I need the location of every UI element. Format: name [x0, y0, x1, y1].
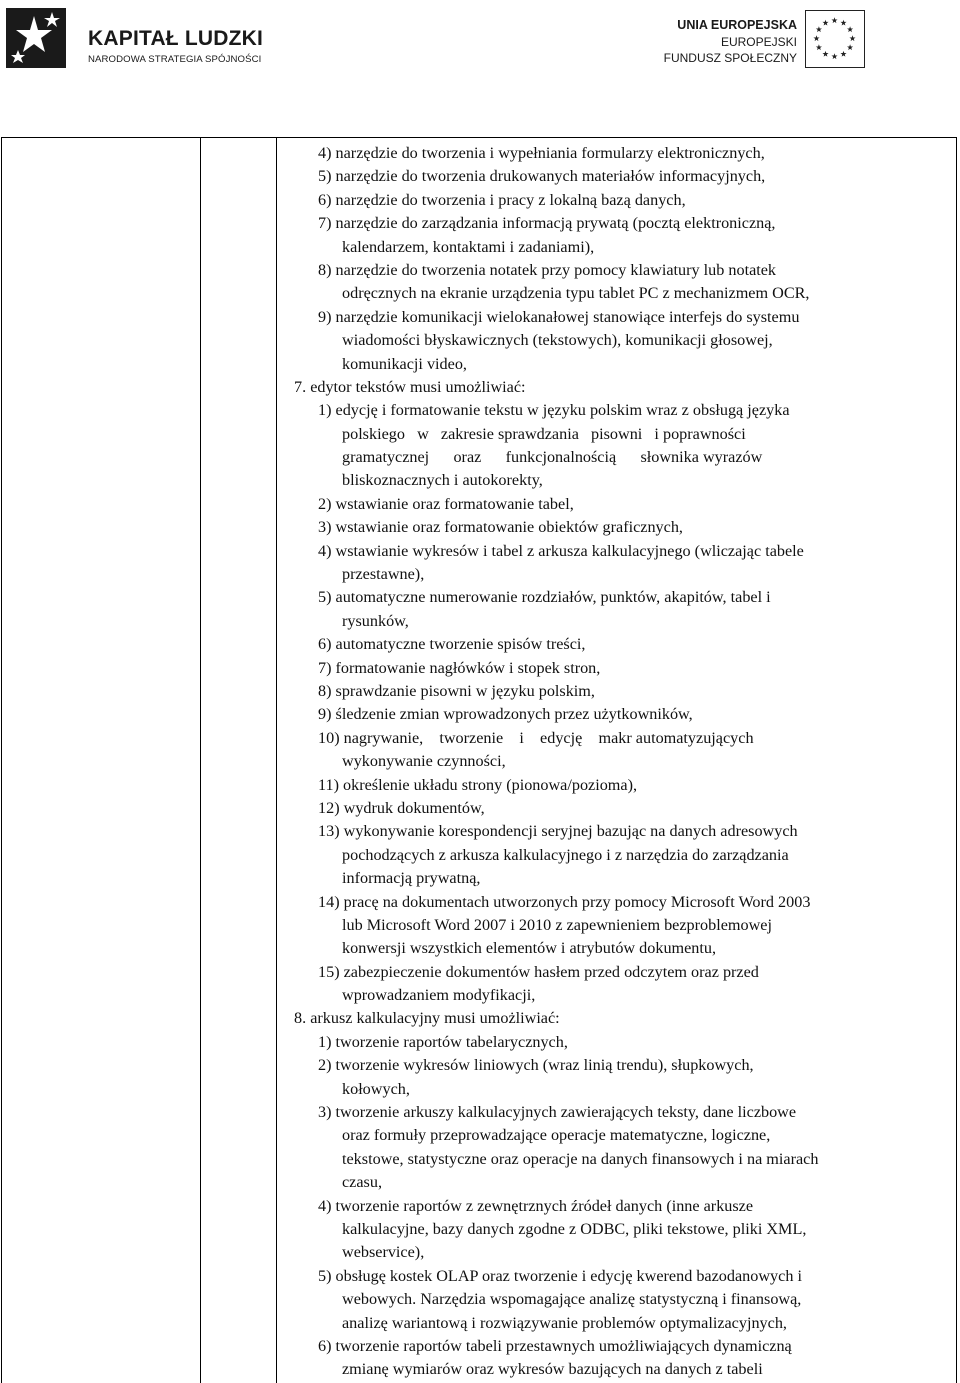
eu-star-icon: [849, 35, 855, 41]
list-item: 13) wykonywanie korespondencji seryjnej bazując na danych adresowych: [318, 822, 798, 841]
list-item-continuation: zmianę wymiarów oraz wykresów bazujących na danych z tabeli: [342, 1360, 763, 1379]
list-item: 7) narzędzie do zarządzania informacją prywatą (pocztą elektroniczną,: [318, 214, 776, 233]
list-item-continuation: wiadomości błyskawicznych (tekstowych), komunikacji głosowej,: [342, 331, 773, 350]
eu-logo-line2: EUROPEJSKI: [720, 35, 797, 49]
list-item: 9) narzędzie komunikacji wielokanałowej stanowiące interfejs do systemu: [318, 307, 800, 326]
list-item-continuation: przestawne),: [342, 565, 425, 584]
list-item: 1) edycję i formatowanie tekstu w języku polskim wraz z obsługą języka: [318, 401, 790, 420]
list-item-continuation: informacją prywatną,: [342, 869, 481, 888]
eu-logo-line3: FUNDUSZ SPOŁECZNY: [663, 51, 797, 65]
eu-stars-icon: [806, 11, 863, 66]
list-item-continuation: lub Microsoft Word 2007 i 2010 z zapewnieniem bezproblemowej: [342, 915, 772, 934]
list-item: 5) narzędzie do tworzenia drukowanych materiałów informacyjnych,: [318, 167, 766, 186]
section-heading: 8. arkusz kalkulacyjny musi umożliwiać:: [294, 1009, 560, 1028]
list-item: 6) automatyczne tworzenie spisów treści,: [318, 635, 586, 654]
list-item: 5) obsługę kostek OLAP oraz tworzenie i edycję kwerend bazodanowych i: [318, 1266, 802, 1285]
list-item: 5) automatyczne numerowanie rozdziałów, punktów, akapitów, tabel i: [318, 588, 771, 607]
list-item: 12) wydruk dokumentów,: [318, 798, 485, 817]
eu-star-icon: [816, 44, 822, 50]
eu-flag-icon: [805, 10, 865, 68]
eu-star-icon: [813, 35, 819, 41]
list-item-continuation: oraz formuły przeprowadzające operacje matematyczne, logiczne,: [342, 1126, 771, 1145]
list-item: 7) formatowanie nagłówków i stopek stron,: [318, 658, 601, 677]
eu-star-icon: [822, 20, 828, 26]
list-item: 10) nagrywanie, tworzenie i edycję makr automatyzujących: [318, 728, 754, 747]
kapital-ludzki-logo: [4, 6, 264, 70]
list-item-continuation: konwersji wszystkich elementów i atrybutów dokumentu,: [342, 939, 717, 958]
list-item: 15) zabezpieczenie dokumentów hasłem przed odczytem oraz przed: [318, 962, 759, 981]
list-item-continuation: odręcznych na ekranie urządzenia typu tablet PC z mechanizmem OCR,: [342, 284, 810, 303]
list-item: 6) narzędzie do tworzenia i pracy z lokalną bazą danych,: [318, 190, 686, 209]
list-item-continuation: webservice),: [342, 1243, 425, 1262]
eu-logo-line1: UNIA EUROPEJSKA: [677, 18, 797, 32]
list-item-continuation: analizę wariantową i rozwiązywanie problemów optymalizacyjnych,: [342, 1313, 787, 1332]
list-item-continuation: rysunków,: [342, 611, 409, 630]
list-item: 4) narzędzie do tworzenia i wypełniania formularzy elektronicznych,: [318, 144, 765, 162]
list-item-continuation: wprowadzaniem modyfikacji,: [342, 986, 536, 1005]
list-item-continuation: kalendarzem, kontaktami i zadaniami),: [342, 237, 595, 256]
list-item: 3) wstawianie oraz formatowanie obiektów graficznych,: [318, 518, 683, 537]
kapital-ludzki-emblem-icon: [4, 6, 84, 70]
list-item: 1) tworzenie raportów tabelarycznych,: [318, 1032, 568, 1051]
page-header: [0, 0, 960, 110]
list-item-continuation: kalkulacyjne, bazy danych zgodne z ODBC, pliki tekstowe, pliki XML,: [342, 1219, 807, 1238]
kapital-ludzki-title: KAPITAŁ LUDZKI: [88, 27, 264, 50]
eu-star-icon: [822, 51, 828, 57]
list-item-continuation: czasu,: [342, 1173, 382, 1192]
list-item-continuation: pochodzących z arkusza kalkulacyjnego i z narzędzia do zarządzania: [342, 845, 789, 864]
list-item: 14) pracę na dokumentach utworzonych przy pomocy Microsoft Word 2003: [318, 892, 811, 911]
eu-star-icon: [847, 26, 853, 32]
section-heading: 7. edytor tekstów musi umożliwiać:: [294, 377, 526, 396]
document-table: [1, 137, 957, 1383]
list-item: 4) tworzenie raportów z zewnętrznych źródeł danych (inne arkusze: [318, 1196, 754, 1215]
list-item: 9) śledzenie zmian wprowadzonych przez użytkowników,: [318, 705, 693, 724]
eu-star-icon: [831, 53, 837, 59]
list-item: 2) wstawianie oraz formatowanie tabel,: [318, 494, 574, 513]
list-item-continuation: bliskoznacznych i autokorekty,: [342, 471, 543, 490]
table-content-cell: [278, 142, 948, 1382]
list-item-continuation: tekstowe, statystyczne oraz operacje na danych finansowych i na miarach: [342, 1149, 819, 1168]
table-column-divider: [200, 138, 201, 1383]
eu-logo: [663, 10, 955, 74]
list-item-continuation: polskiego w zakresie sprawdzania pisowni i poprawności: [342, 424, 746, 443]
list-item: 4) wstawianie wykresów i tabel z arkusza kalkulacyjnego (wliczając tabele: [318, 541, 804, 560]
list-item-continuation: webowych. Narzędzia wspomagające analizę statystyczną i finansową,: [342, 1290, 802, 1309]
list-item: 3) tworzenie arkuszy kalkulacyjnych zawierających teksty, dane liczbowe: [318, 1103, 797, 1122]
list-item-continuation: komunikacji video,: [342, 354, 467, 373]
table-column-divider: [276, 138, 277, 1383]
list-item-continuation: gramatycznej oraz funkcjonalnością słownika wyrazów: [342, 448, 763, 467]
eu-star-icon: [840, 51, 846, 57]
list-item: 2) tworzenie wykresów liniowych (wraz linią trendu), słupkowych,: [318, 1056, 754, 1075]
eu-star-icon: [847, 44, 853, 50]
list-item-continuation: wykonywanie czynności,: [342, 752, 506, 771]
kapital-ludzki-subtitle: NARODOWA STRATEGIA SPÓJNOŚCI: [88, 54, 262, 65]
eu-star-icon: [840, 20, 846, 26]
list-item: 8) sprawdzanie pisowni w języku polskim,: [318, 681, 595, 700]
list-item: 8) narzędzie do tworzenia notatek przy pomocy klawiatury lub notatek: [318, 260, 777, 279]
eu-star-icon: [816, 26, 822, 32]
eu-star-icon: [831, 17, 837, 23]
list-item: 11) określenie układu strony (pionowa/pozioma),: [318, 775, 638, 794]
list-item-continuation: kołowych,: [342, 1079, 410, 1098]
list-item: 6) tworzenie raportów tabeli przestawnych umożliwiających dynamiczną: [318, 1336, 792, 1355]
